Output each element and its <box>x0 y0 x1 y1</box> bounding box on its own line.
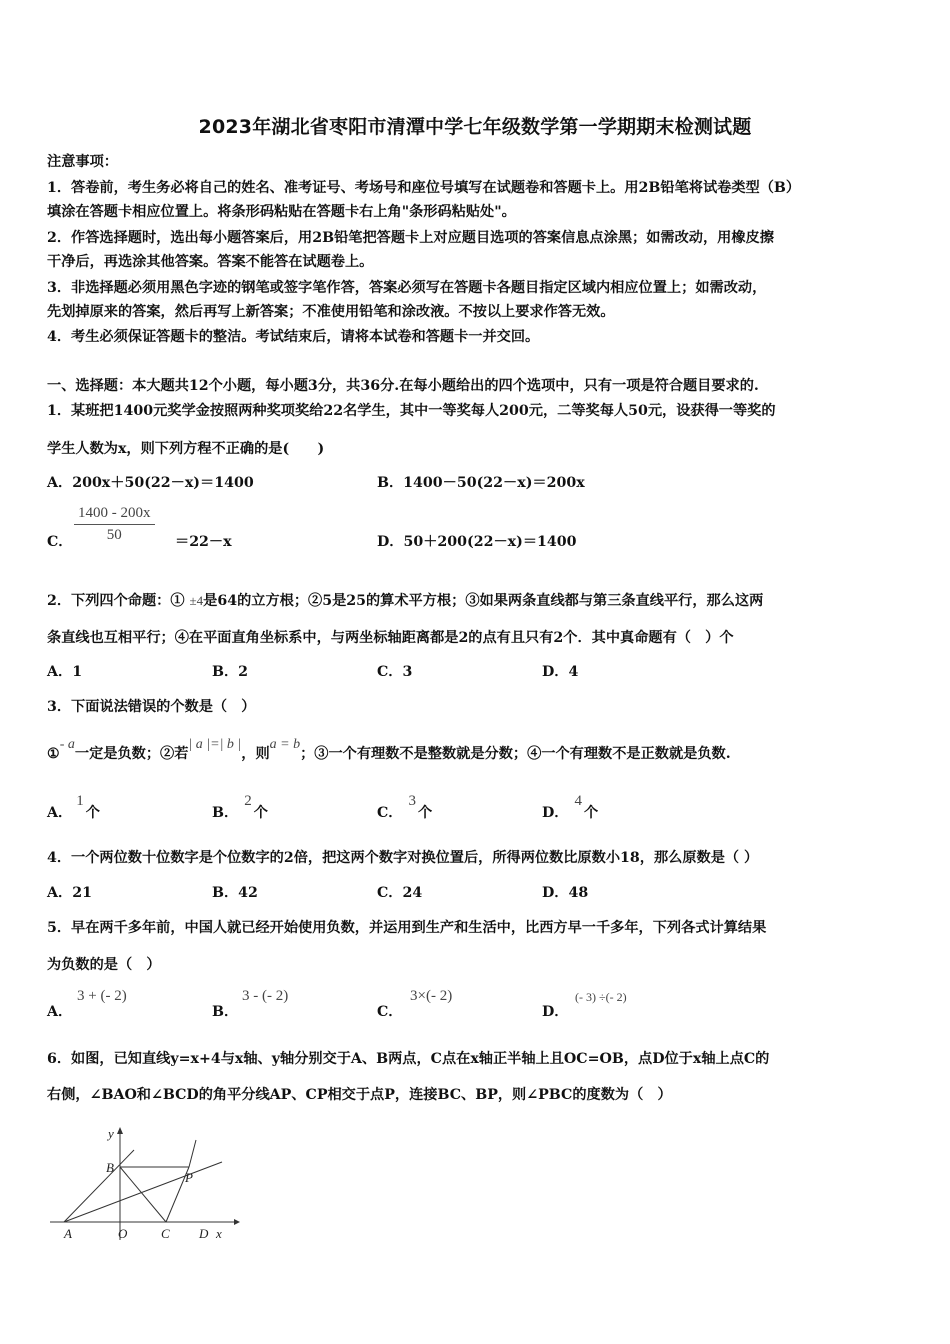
notice-line: 先划掉原来的答案，然后再写上新答案；不准使用铅笔和涂改液。不按以上要求作答无效。 <box>47 304 615 320</box>
option-label: D． <box>542 805 569 821</box>
question-1-fraction <box>74 505 155 544</box>
q3-part: ；③一个有理数不是整数就是分数；④一个有理数不是正数就是负数. <box>300 746 731 762</box>
question-5-text: 为负数的是（ ） <box>47 957 161 973</box>
question-5-option-d-label: D． <box>542 1004 569 1020</box>
label-c: C <box>161 1226 170 1241</box>
notice-line: 干净后，再选涂其他答案。答案不能答在试题卷上。 <box>47 254 374 270</box>
question-6-text: 6．如图，已知直线y=x+4与x轴、y轴分别交于A、B两点，C点在x轴正半轴上且OC=OB，点D位于x轴上点C的 <box>47 1051 770 1067</box>
segment-p-extension <box>189 1140 196 1167</box>
question-3-option-c <box>377 793 433 823</box>
option-value: 4 <box>574 793 582 809</box>
page-title: 2023年湖北省枣阳市清潭中学七年级数学第一学期期末检测试题 <box>198 116 752 138</box>
question-2-option-c: C．3 <box>377 664 413 680</box>
geometry-figure <box>44 1122 244 1244</box>
label-b: B <box>106 1160 114 1175</box>
question-1-text: 1．某班把1400元奖学金按照两种奖项奖给22名学生，其中一等奖每人200元，二等奖每人50元，设获得一等奖的 <box>47 403 776 419</box>
label-x: x <box>216 1226 222 1241</box>
notice-line: 4．考生必须保证答题卡的整洁。考试结束后，请将本试卷和答题卡一并交回。 <box>47 329 540 345</box>
option-label: B． <box>212 805 239 821</box>
option-unit: 个 <box>417 805 433 821</box>
q3-part: ，则 <box>241 746 270 762</box>
question-2-option-b: B．2 <box>212 664 249 680</box>
question-5-option-b-expr: 3 - (- 2) <box>242 988 289 1004</box>
question-5-option-a-expr: 3 + (- 2) <box>77 988 127 1004</box>
segment-bc <box>120 1167 166 1222</box>
y-axis-arrow <box>117 1127 123 1134</box>
question-2-text <box>47 591 763 611</box>
question-5-text: 5．早在两千多年前，中国人就已经开始使用负数，并运用到生产和生活中，比西方早一千多年，下列各式计算结果 <box>47 920 767 936</box>
q2-math: ±4 <box>189 593 204 608</box>
x-axis-arrow <box>234 1219 240 1225</box>
question-4-option-d: D．48 <box>542 885 589 901</box>
option-value: 3 <box>408 793 416 809</box>
question-2-option-a: A．1 <box>47 664 83 680</box>
question-1-text: 学生人数为x，则下列方程不正确的是( ) <box>47 441 325 457</box>
label-y: y <box>108 1126 114 1141</box>
q3-part: 一定是负数；②若 <box>74 746 189 762</box>
question-3-statement <box>47 737 731 765</box>
notice-line: 填涂在答题卡相应位置上。将条形码粘贴在答题卡右上角"条形码粘贴处"。 <box>47 204 516 220</box>
question-3-option-b <box>212 793 268 823</box>
question-5-option-c-label: C． <box>377 1004 403 1020</box>
option-value: 1 <box>76 793 84 809</box>
question-4-option-c: C．24 <box>377 885 423 901</box>
question-4-text: 4．一个两位数十位数字是个位数字的2倍，把这两个数字对换位置后，所得两位数比原数小18，那么原数是（ ） <box>47 850 759 866</box>
line-ap <box>64 1162 222 1222</box>
question-1-option-d: D．50＋200(22－x)＝1400 <box>377 534 577 550</box>
fraction-denominator: 50 <box>106 527 122 543</box>
q3-part: ① <box>47 746 60 762</box>
notice-line: 3．非选择题必须用黑色字迹的钢笔或签字笔作答，答案必须写在答题卡各题目指定区域内相应位置上；如需改动， <box>47 280 767 296</box>
question-3-option-d <box>542 793 599 823</box>
q3-math: - a <box>59 737 75 752</box>
label-o: O <box>118 1226 128 1241</box>
question-1-option-b: B．1400－50(22－x)＝200x <box>377 475 585 491</box>
line-ab <box>64 1150 134 1222</box>
question-5-option-b-label: B． <box>212 1004 239 1020</box>
option-value: 2 <box>244 793 252 809</box>
question-1-option-c-tail: ＝22－x <box>175 534 232 550</box>
option-unit: 个 <box>85 805 100 821</box>
option-label: C． <box>377 805 403 821</box>
question-1-option-c-label: C． <box>47 534 73 550</box>
question-2-text: 条直线也互相平行；④在平面直角坐标系中，与两坐标轴距离都是2的点有且只有2个．其中真命题有（ ）个 <box>47 630 734 646</box>
option-unit: 个 <box>584 805 599 821</box>
option-unit: 个 <box>253 805 268 821</box>
question-4-option-a: A．21 <box>47 885 92 901</box>
question-5-option-a-label: A． <box>47 1004 73 1020</box>
notice-line: 2．作答选择题时，选出每小题答案后，用2B铅笔把答题卡上对应题目选项的答案信息点涂黑；如需改动，用橡皮擦 <box>47 230 774 246</box>
question-1-option-a: A．200x＋50(22－x)＝1400 <box>47 475 254 491</box>
question-6-text: 右侧，∠BAO和∠BCD的角平分线AP、CP相交于点P，连接BC、BP，则∠PBC的度数为（ ） <box>47 1087 672 1103</box>
question-3-text: 3．下面说法错误的个数是（ ） <box>47 699 256 715</box>
option-label: A． <box>47 805 73 821</box>
question-5-option-d-expr: (- 3) ÷(- 2) <box>575 990 627 1004</box>
question-5-option-c-expr: 3×(- 2) <box>410 988 453 1004</box>
q2-part: 是64的立方根；②5是25的算术平方根；③如果两条直线都与第三条直线平行，那么这两 <box>203 593 764 609</box>
fraction-numerator: 1400 - 200x <box>74 505 155 525</box>
label-d: D <box>199 1226 209 1241</box>
label-a: A <box>64 1226 72 1241</box>
question-3-option-a <box>47 793 100 823</box>
q3-math: a = b <box>269 737 301 752</box>
notice-line: 1．答卷前，考生务必将自己的姓名、准考证号、考场号和座位号填写在试题卷和答题卡上。用2B铅笔将试卷类型（B） <box>47 180 801 196</box>
question-4-option-b: B．42 <box>212 885 258 901</box>
notice-heading: 注意事项： <box>47 154 118 170</box>
question-2-option-d: D．4 <box>542 664 579 680</box>
label-p: P <box>185 1170 193 1185</box>
q3-math: | a |=| b | <box>188 737 242 752</box>
section-heading: 一、选择题：本大题共12个小题，每小题3分，共36分.在每小题给出的四个选项中，只有一项是符合题目要求的. <box>47 378 759 394</box>
q2-part: 2．下列四个命题：① <box>47 593 190 609</box>
